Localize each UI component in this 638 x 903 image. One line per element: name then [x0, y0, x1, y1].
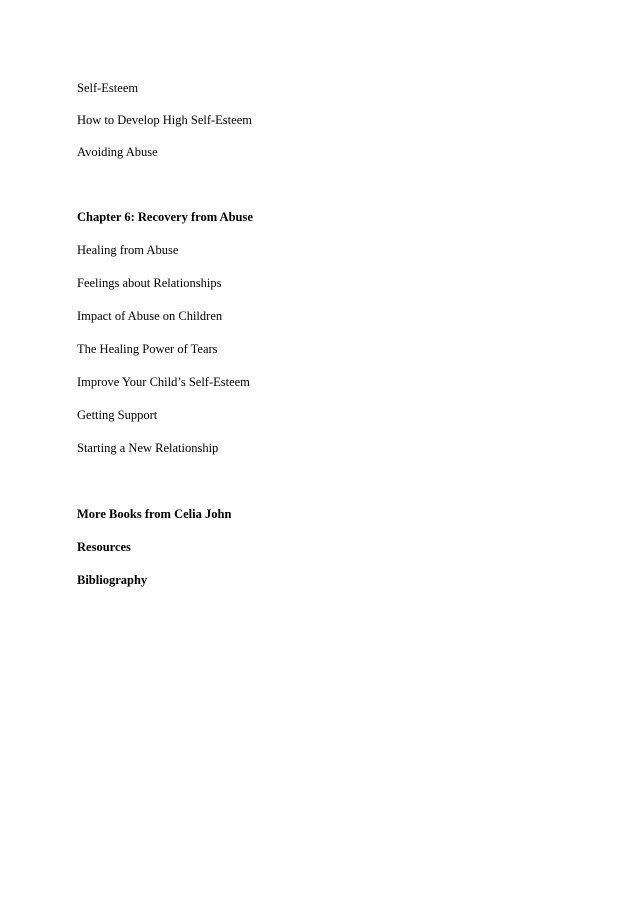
- toc-entry-healing-from-abuse: Healing from Abuse: [77, 243, 179, 257]
- toc-entry-improve-child-self-esteem: Improve Your Child’s Self-Esteem: [77, 375, 250, 389]
- toc-entry-feelings-about-relationships: Feelings about Relationships: [77, 276, 222, 290]
- toc-entry-avoiding-abuse: Avoiding Abuse: [77, 145, 158, 159]
- toc-entry-healing-power-of-tears: The Healing Power of Tears: [77, 342, 218, 356]
- toc-entry-impact-on-children: Impact of Abuse on Children: [77, 309, 223, 323]
- toc-entry-self-esteem: Self-Esteem: [77, 81, 139, 95]
- chapter-6-heading: Chapter 6: Recovery from Abuse: [77, 210, 253, 224]
- toc-entry-develop-high-self-esteem: How to Develop High Self-Esteem: [77, 113, 252, 127]
- more-books-heading: More Books from Celia John: [77, 507, 232, 521]
- bibliography-heading: Bibliography: [77, 573, 148, 587]
- resources-heading: Resources: [77, 540, 131, 554]
- toc-entry-getting-support: Getting Support: [77, 408, 158, 422]
- toc-entry-new-relationship: Starting a New Relationship: [77, 441, 219, 455]
